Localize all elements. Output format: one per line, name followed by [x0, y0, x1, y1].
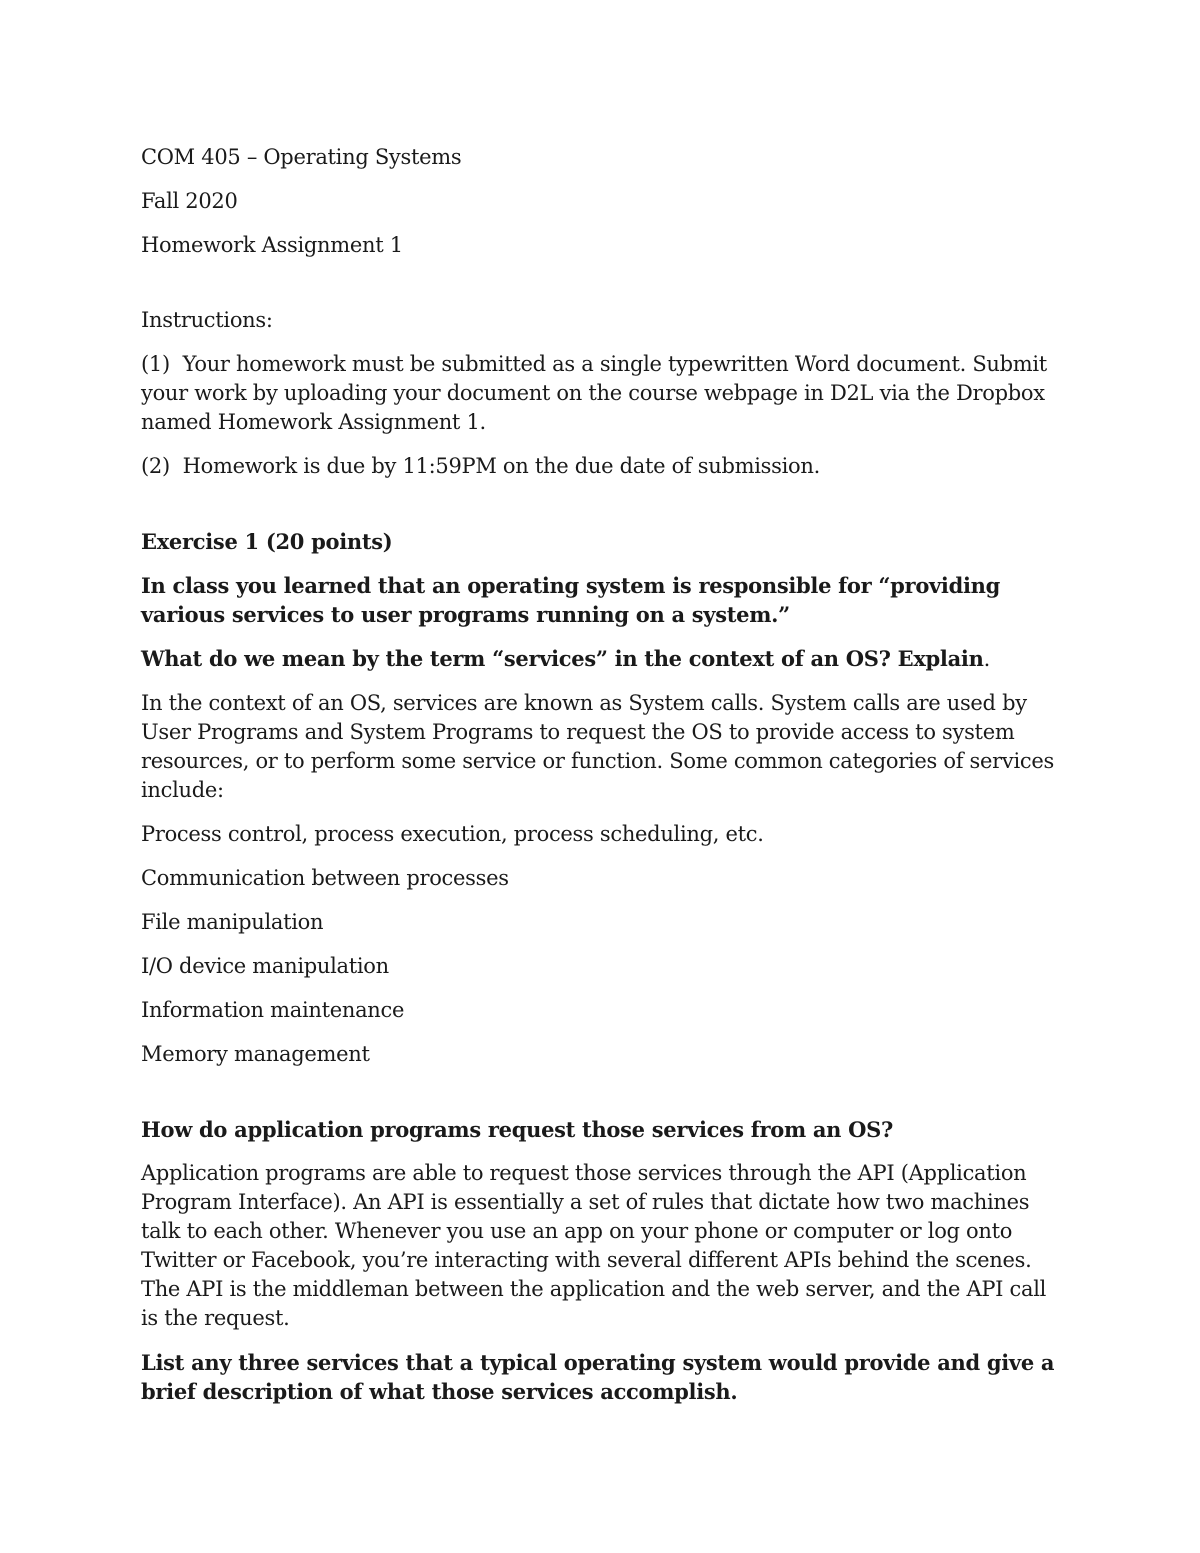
- service-category: File manipulation: [141, 910, 324, 934]
- instruction-text: Your homework must be submitted as a single typewritten Word document. Submit your work by uploading your document on the course webpage in D2L via the Dropbox named Homework Assignment 1.: [141, 352, 1047, 434]
- term: Fall 2020: [141, 189, 238, 213]
- instruction-item-1: [141, 350, 1061, 437]
- exercise-intro: In class you learned that an operating system is responsible for “providing various services to user programs running on a system.”: [141, 573, 1001, 627]
- course-title: COM 405 – Operating Systems: [141, 145, 462, 169]
- question-1-period: .: [983, 647, 990, 671]
- exercise-heading: Exercise 1 (20 points): [141, 529, 393, 554]
- service-category: Information maintenance: [141, 998, 405, 1022]
- service-category: I/O device manipulation: [141, 954, 389, 978]
- instruction-number: (1): [141, 352, 170, 376]
- service-category: Communication between processes: [141, 866, 509, 890]
- service-category: Memory management: [141, 1042, 370, 1066]
- instructions-heading: Instructions:: [141, 308, 273, 332]
- instruction-item-2: [141, 452, 1061, 481]
- question-1: [141, 644, 1061, 674]
- instruction-text: Homework is due by 11:59PM on the due date of submission.: [182, 454, 820, 478]
- answer-2: Application programs are able to request those services through the API (Application Program Interface). An API is essentially a set of rules that dictate how two machines talk to each other. Whenever you use an app on your phone or computer or log onto Twitter or Facebook, you’re interacting with several different APIs behind the scenes. The API is the middleman between the application and the web server, and the API call is the request.: [141, 1161, 1047, 1330]
- instruction-number: (2): [141, 454, 170, 478]
- question-2: How do application programs request those services from an OS?: [141, 1117, 894, 1142]
- assignment-title: Homework Assignment 1: [141, 233, 403, 257]
- answer-1: In the context of an OS, services are known as System calls. System calls are used by User Programs and System Programs to request the OS to provide access to system resources, or to perform some service or function. Some common categories of services include:: [141, 691, 1054, 802]
- question-3: List any three services that a typical operating system would provide and give a brief description of what those services accomplish.: [141, 1350, 1055, 1404]
- document-page: [141, 139, 1061, 1406]
- question-1-text: What do we mean by the term “services” in the context of an OS? Explain: [141, 646, 984, 671]
- service-category: Process control, process execution, process scheduling, etc.: [141, 822, 764, 846]
